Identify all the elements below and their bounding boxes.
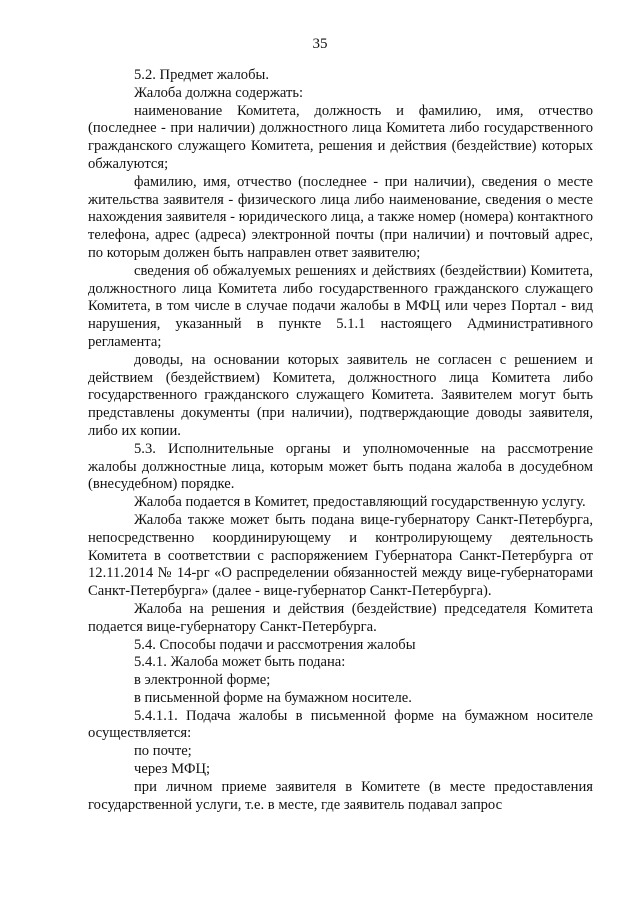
paragraph: 5.4.1. Жалоба может быть подана: xyxy=(134,654,346,671)
document-body xyxy=(88,67,593,814)
paragraph: фамилию, имя, отчество (последнее - при наличии), сведения о месте жительства заявителя - физического лица либо наименование, сведения о месте нахождения заявителя - юридического лица, а также номер (номера) контактного телефона, адрес (адреса) электронной почты (при наличии) и почтовый адрес, по которым должен быть направлен ответ заявителю; xyxy=(88,173,593,261)
section-heading: 5.4. Способы подачи и рассмотрения жалобы xyxy=(134,636,416,653)
section-heading: 5.2. Предмет жалобы. xyxy=(134,67,269,83)
paragraph: при личном приеме заявителя в Комитете (в месте предоставления государственной услуги, т.е. в месте, где заявитель подавал запрос xyxy=(88,778,593,813)
list-item: в письменной форме на бумажном носителе. xyxy=(134,689,412,706)
paragraph: Жалоба должна содержать: xyxy=(134,84,304,101)
list-item: по почте; xyxy=(134,743,192,760)
section-heading: 5.3. Исполнительные органы и уполномоченные на рассмотрение жалобы должностные лица, которым может быть подана жалоба в досудебном (внесудебном) порядке. xyxy=(88,440,593,493)
list-item: через МФЦ; xyxy=(134,761,211,778)
paragraph: наименование Комитета, должность и фамилию, имя, отчество (последнее - при наличии) должностного лица Комитета либо государственного гражданского служащего Комитета, решения и действия (бездействие) которых обжалуются; xyxy=(88,102,593,172)
paragraph: сведения об обжалуемых решениях и действиях (бездействии) Комитета, должностного лица Комитета либо государственного гражданского служащего Комитета, в том числе в случае подачи жалобы в МФЦ или через Портал - вид нарушения, указанный в пункте 5.1.1 настоящего Административного регламента; xyxy=(88,262,593,350)
paragraph: Жалоба на решения и действия (бездействие) председателя Комитета подается вице-губернатору Санкт-Петербурга. xyxy=(88,600,593,635)
page-number: 35 xyxy=(312,36,328,52)
paragraph: Жалоба также может быть подана вице-губернатору Санкт-Петербурга, непосредственно координирующему и контролирующему деятельность Комитета в соответствии с распоряжением Губернатора Санкт-Петербурга от 12.11.2014 № 14-рг «О распределении обязанностей между вице-губернаторами Санкт-Петербурга» (далее - вице-губернатор Санкт-Петербурга). xyxy=(88,511,593,600)
paragraph: доводы, на основании которых заявитель не согласен с решением и действием (бездействием) Комитета, должностного лица Комитета либо государственного гражданского служащего Комитета. Заявителем могут быть представлены документы (при наличии), подтверждающие доводы заявителя, либо их копии. xyxy=(88,351,593,439)
paragraph: Жалоба подается в Комитет, предоставляющий государственную услугу. xyxy=(134,494,586,511)
paragraph: 5.4.1.1. Подача жалобы в письменной форме на бумажном носителе осуществляется: xyxy=(88,707,593,742)
list-item: в электронной форме; xyxy=(134,672,271,689)
